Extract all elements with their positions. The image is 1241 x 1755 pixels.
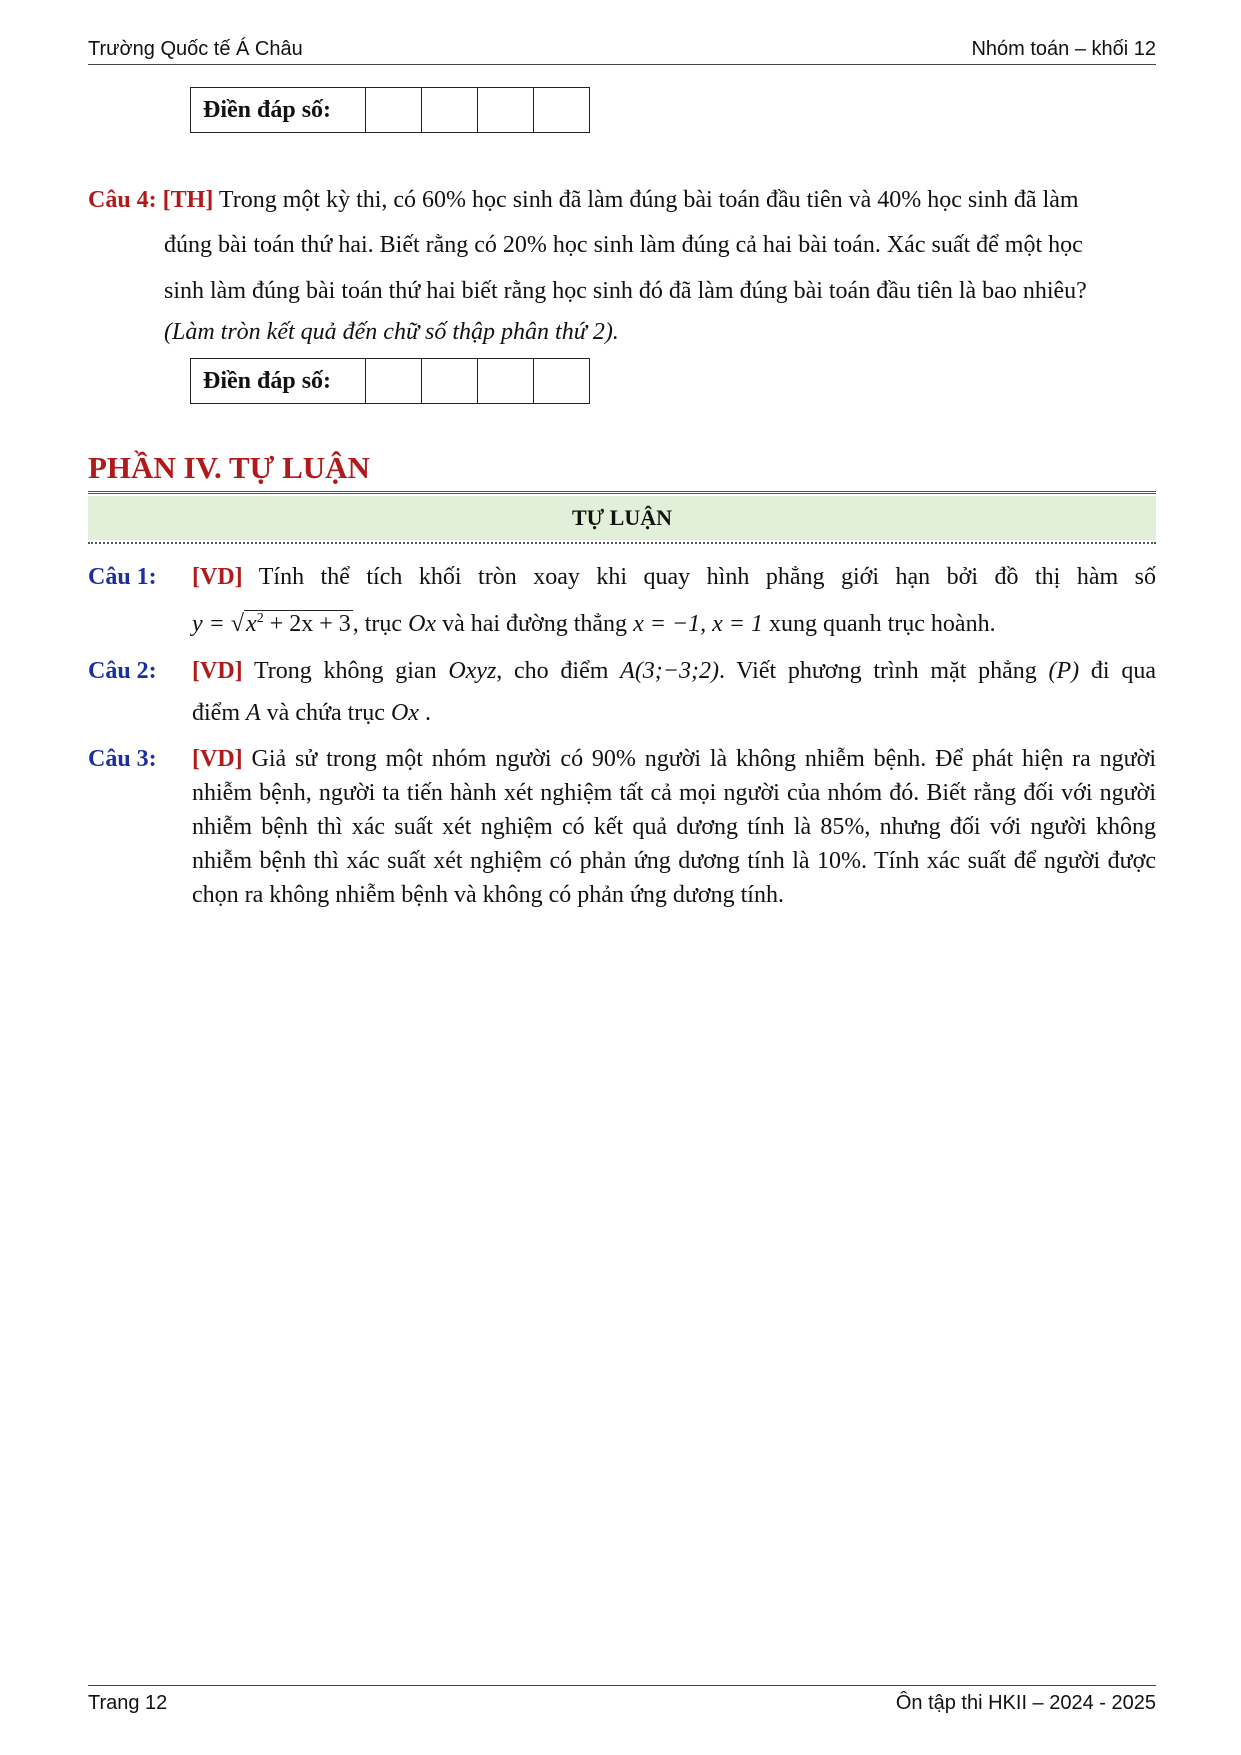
- essay-2-tag: [VD]: [192, 658, 243, 684]
- answer-cell[interactable]: [422, 88, 478, 133]
- answer-box-q3: [190, 87, 590, 133]
- page-header: [88, 34, 1156, 65]
- page-number: Trang 12: [88, 1692, 168, 1714]
- question-4-line2: đúng bài toán thứ hai. Biết rằng có 20% học sinh làm đúng cả hai bài toán. Xác suất để một học: [164, 232, 1083, 258]
- section-rule: [88, 491, 1156, 494]
- answer-box-q4: [190, 358, 590, 404]
- essay-1-label: Câu 1:: [88, 564, 157, 590]
- essay-question-1: Câu 1: [VD] Tính thể tích khối tròn xoay khi quay hình phẳng giới hạn bởi đồ thị hàm số $y = √x^2 + 2x + 3$, trục Ox và hai đường thẳng x = −1, x = 1 xung quanh trục hoành.: [88, 556, 1156, 645]
- answer-cell[interactable]: [478, 359, 534, 404]
- answer-cell[interactable]: [366, 359, 422, 404]
- answer-cell[interactable]: [422, 359, 478, 404]
- essay-3-text: Giả sử trong một nhóm người có 90% người là không nhiễm bệnh. Để phát hiện ra người nhiễm bệnh, người ta tiến hành xét nghiệm tất cả mọi người của nhóm đó. Biết rằng đối với người nhiễm bệnh thì xác suất xét nghiệm có kết quả dương tính là 85%, nhưng đối với người không nhiễm bệnh thì xác suất xét nghiệm có phản ứng dương tính là 10%. Tính xác suất để người được chọn ra không nhiễm bệnh và không có phản ứng dương tính.: [192, 746, 1157, 908]
- group-name: Nhóm toán – khối 12: [971, 38, 1156, 60]
- answer-cell[interactable]: [478, 88, 534, 133]
- section-bar: TỰ LUẬN: [88, 496, 1156, 540]
- question-4-line1: Trong một kỳ thi, có 60% học sinh đã làm đúng bài toán đầu tiên và 40% học sinh đã làm: [218, 187, 1079, 213]
- essay-question-3: [88, 742, 1156, 912]
- answer-cell[interactable]: [534, 359, 590, 404]
- footer-title: Ôn tập thi HKII – 2024 - 2025: [895, 1692, 1156, 1714]
- essay-3-tag: [VD]: [192, 746, 243, 772]
- question-4-line3: sinh làm đúng bài toán thứ hai biết rằng học sinh đó đã làm đúng bài toán đầu tiên là bao nhiêu?: [164, 278, 1087, 304]
- question-4: [88, 178, 1156, 350]
- school-name: Trường Quốc tế Á Châu: [88, 38, 303, 60]
- page-footer: [88, 1685, 1156, 1716]
- essay-question-2: Câu 2: [VD] Trong không gian Oxyz, cho điểm A(3;−3;2). Viết phương trình mặt phẳng (P) đi qua điểm A và chứa trục Ox .: [88, 650, 1156, 734]
- essay-1-tag: [VD]: [192, 564, 243, 590]
- answer-label: Điền đáp số:: [191, 359, 366, 404]
- question-4-label: Câu 4:: [88, 187, 157, 213]
- section-dotted-rule: [88, 542, 1156, 544]
- section-title: PHẦN IV. TỰ LUẬN: [88, 450, 370, 485]
- essay-1-formula: y =: [192, 611, 231, 637]
- essay-1-text: Tính thể tích khối tròn xoay khi quay hình phẳng giới hạn bởi đồ thị hàm số: [258, 564, 1156, 590]
- answer-cell[interactable]: [534, 88, 590, 133]
- essay-3-label: Câu 3:: [88, 746, 157, 772]
- question-4-note: (Làm tròn kết quả đến chữ số thập phân thứ 2).: [164, 319, 619, 345]
- essay-2-label: Câu 2:: [88, 658, 157, 684]
- question-4-tag: [TH]: [162, 187, 214, 213]
- answer-cell[interactable]: [366, 88, 422, 133]
- answer-label: Điền đáp số:: [191, 88, 366, 133]
